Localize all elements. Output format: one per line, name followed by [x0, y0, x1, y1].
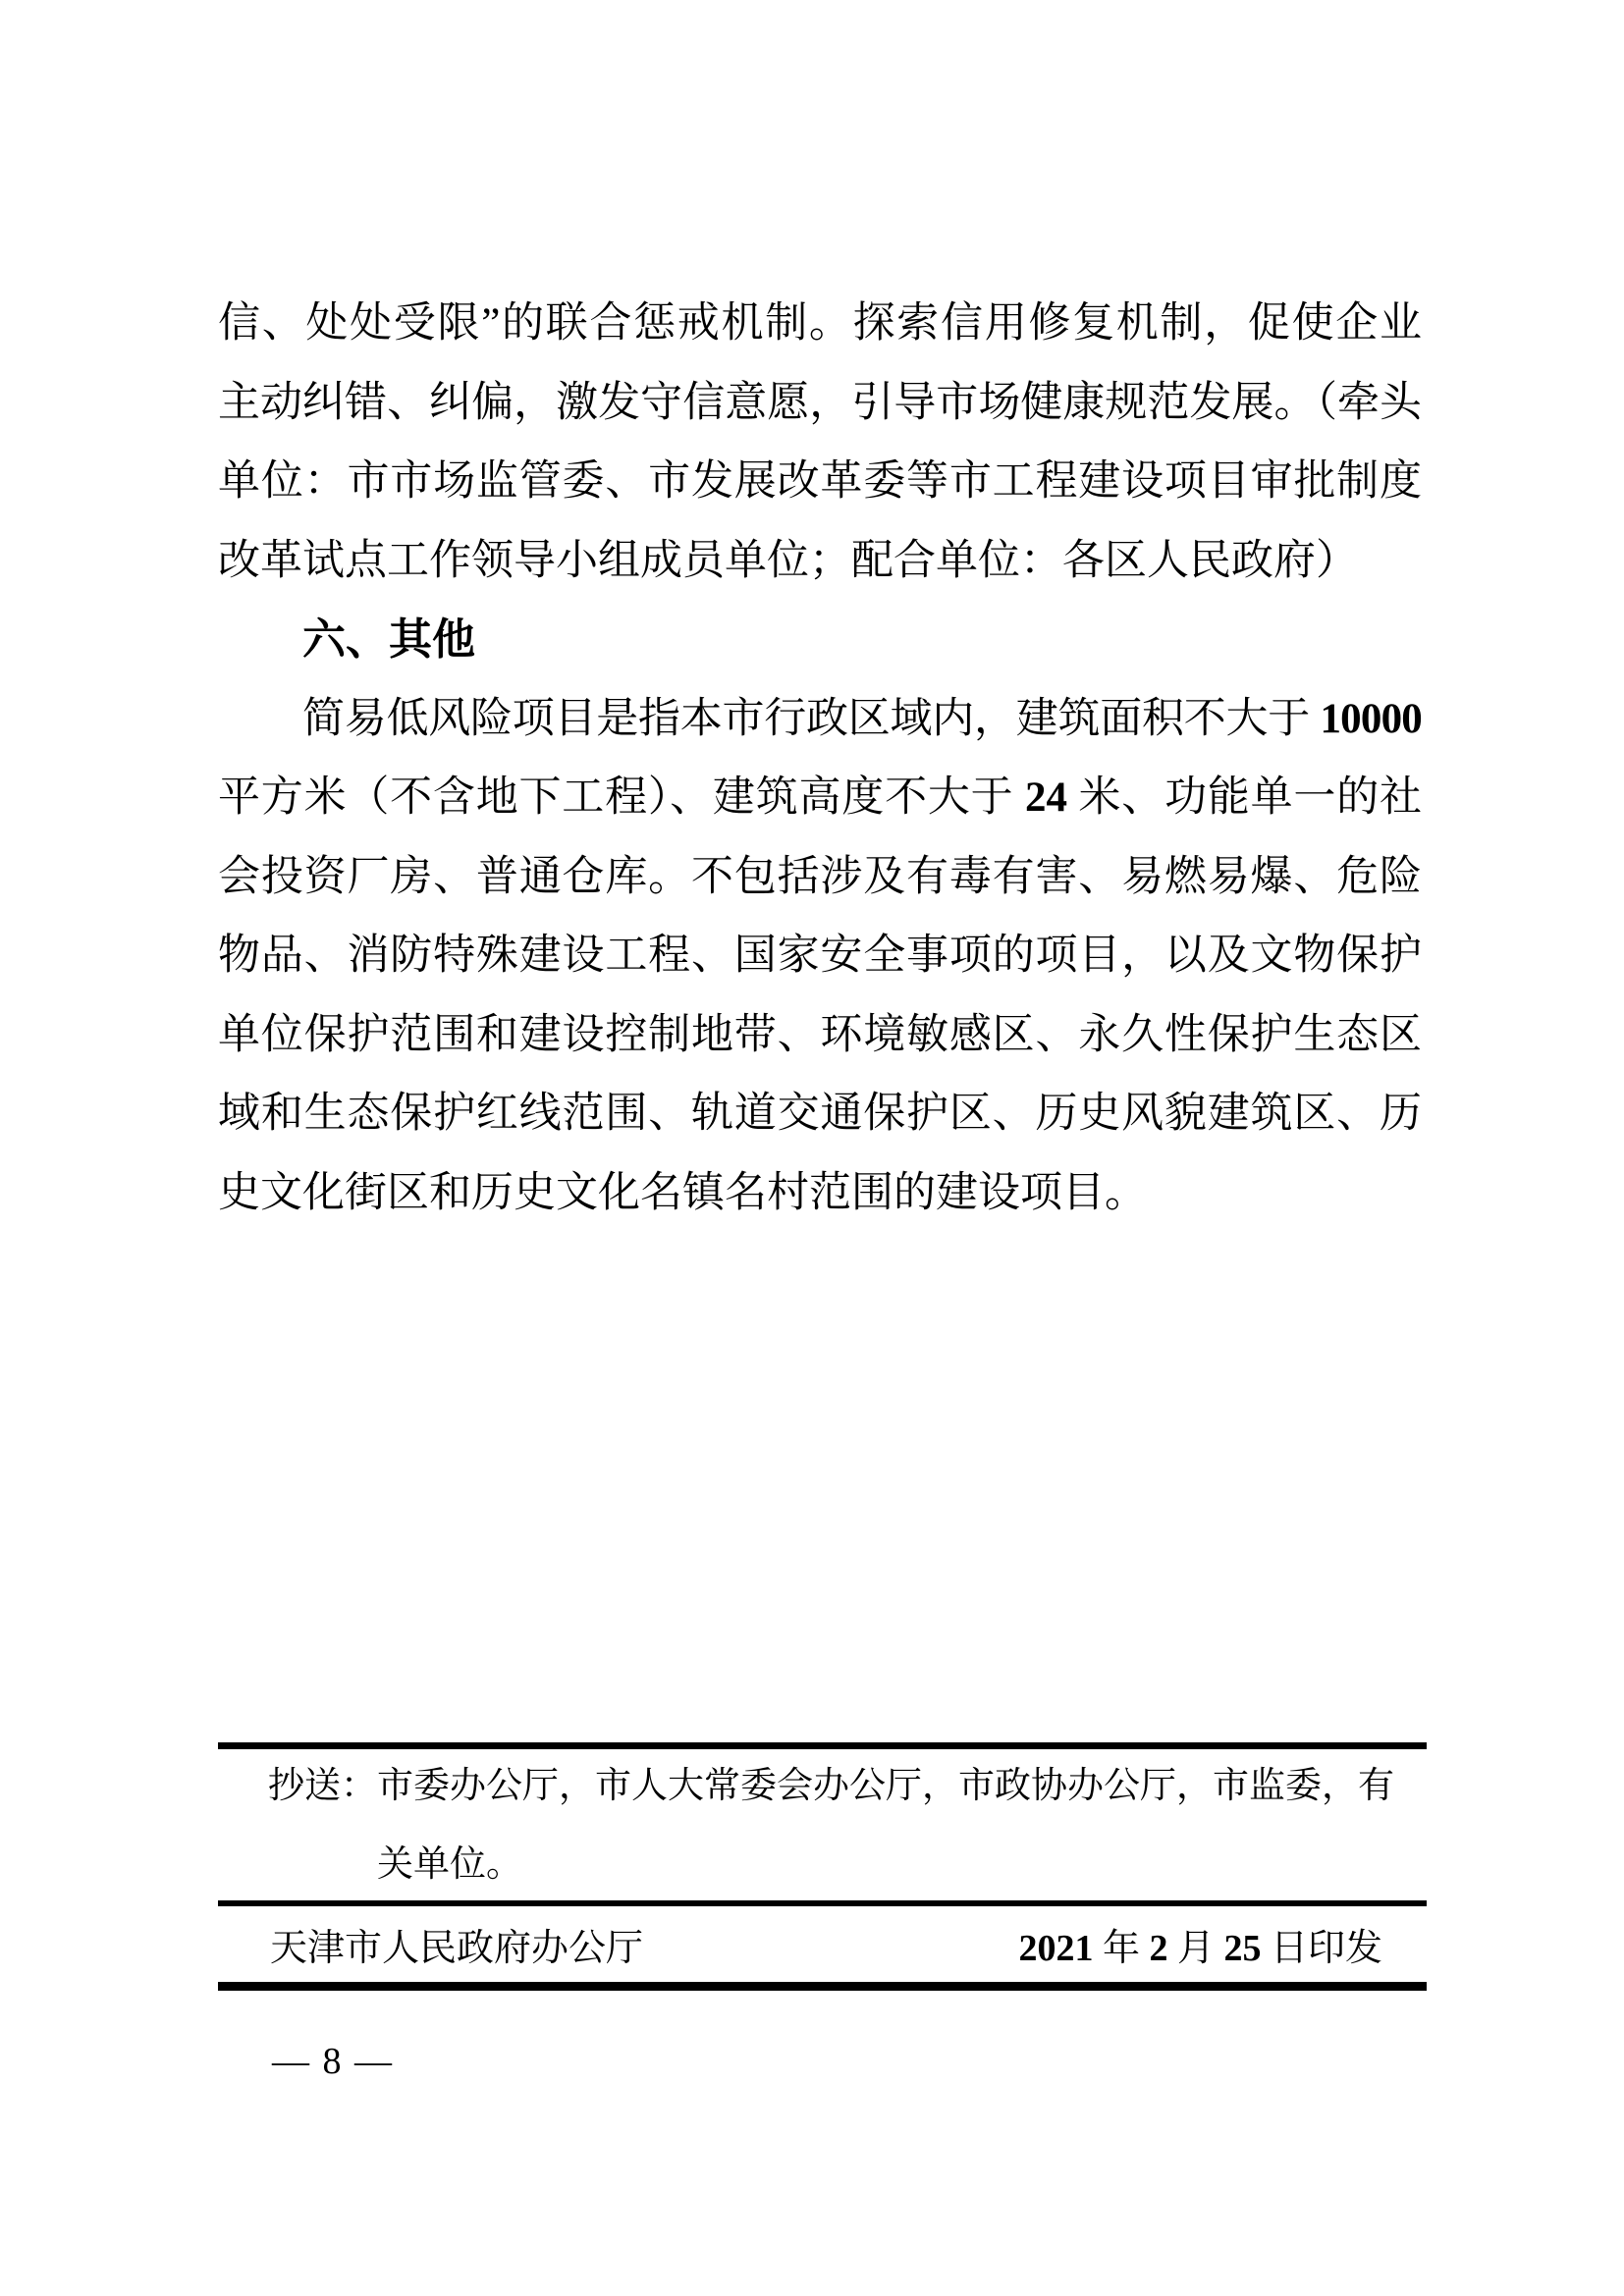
- body-line-text: 史文化街区和历史文化名镇名村范围的建设项目。: [218, 1169, 1147, 1216]
- body-line-text: 会投资厂房、普通仓库。不包括涉及有毒有害、易燃易爆、危险: [218, 853, 1422, 900]
- body-line: [218, 364, 1422, 444]
- footer-separator-bottom: [218, 1982, 1427, 1991]
- section-heading-line: [218, 601, 1422, 680]
- body-line: [218, 759, 1422, 838]
- body-line-text: 域和生态保护红线范围、轨道交通保护区、历史风貌建筑区、历: [218, 1091, 1422, 1137]
- issuer-row: [270, 1914, 1382, 1973]
- cc-line-text: 抄送：市委办公厅，市人大常委会办公厅，市政协办公厅，市监委，有: [268, 1766, 1394, 1806]
- bold-number: 10000: [1320, 695, 1422, 742]
- bold-number: 24: [1024, 774, 1067, 821]
- cc-line-text: 关单位。: [377, 1844, 522, 1885]
- body-line: [218, 917, 1422, 996]
- footer-separator-middle: [218, 1900, 1427, 1906]
- body-line-text: 信、处处受限”的联合惩戒机制。探索信用修复机制，促使企业: [218, 300, 1422, 347]
- cc-line: [268, 1826, 1422, 1904]
- print-date-year-label: 年: [1093, 1927, 1150, 1969]
- cc-line: [268, 1747, 1422, 1826]
- body-line: [218, 1075, 1422, 1154]
- body-line: [218, 443, 1422, 522]
- body-line-text: 简易低风险项目是指本市行政区域内，建筑面积不大于: [302, 695, 1321, 742]
- document-body: [218, 285, 1422, 1233]
- body-line-text: 物品、消防特殊建设工程、国家安全事项的项目，以及文物保护: [218, 933, 1422, 979]
- print-date-day-label: 日印发: [1261, 1927, 1382, 1969]
- body-line-text: 平方米（不含地下工程）、建筑高度不大于: [218, 774, 1025, 821]
- section-heading-text: 六、其他: [302, 615, 475, 664]
- print-date: [1018, 1917, 1382, 1971]
- body-line-text: 主动纠错、纠偏，激发守信意愿，引导市场健康规范发展。（牵头: [218, 379, 1422, 426]
- body-line-text: 改革试点工作领导小组成员单位；配合单位：各区人民政府）: [218, 537, 1358, 584]
- body-line: [218, 996, 1422, 1076]
- body-line: [218, 522, 1422, 602]
- print-date-month: 2: [1149, 1927, 1168, 1969]
- body-line-text: 米、功能单一的社: [1066, 774, 1422, 821]
- print-date-month-label: 月: [1167, 1927, 1224, 1969]
- body-line: [218, 680, 1422, 760]
- print-date-year: 2021: [1018, 1927, 1094, 1969]
- body-line-text: 单位保护范围和建设控制地带、环境敏感区、永久性保护生态区: [218, 1011, 1422, 1058]
- issuer-name: 天津市人民政府办公厅: [270, 1927, 644, 1969]
- cc-note: [268, 1747, 1422, 1904]
- print-date-day: 25: [1223, 1927, 1262, 1969]
- page-number: — 8 —: [272, 2041, 394, 2082]
- body-line: [218, 285, 1422, 364]
- body-line: [218, 838, 1422, 918]
- body-line: [218, 1154, 1422, 1234]
- body-line-text: 单位：市市场监管委、市发展改革委等市工程建设项目审批制度: [218, 458, 1422, 505]
